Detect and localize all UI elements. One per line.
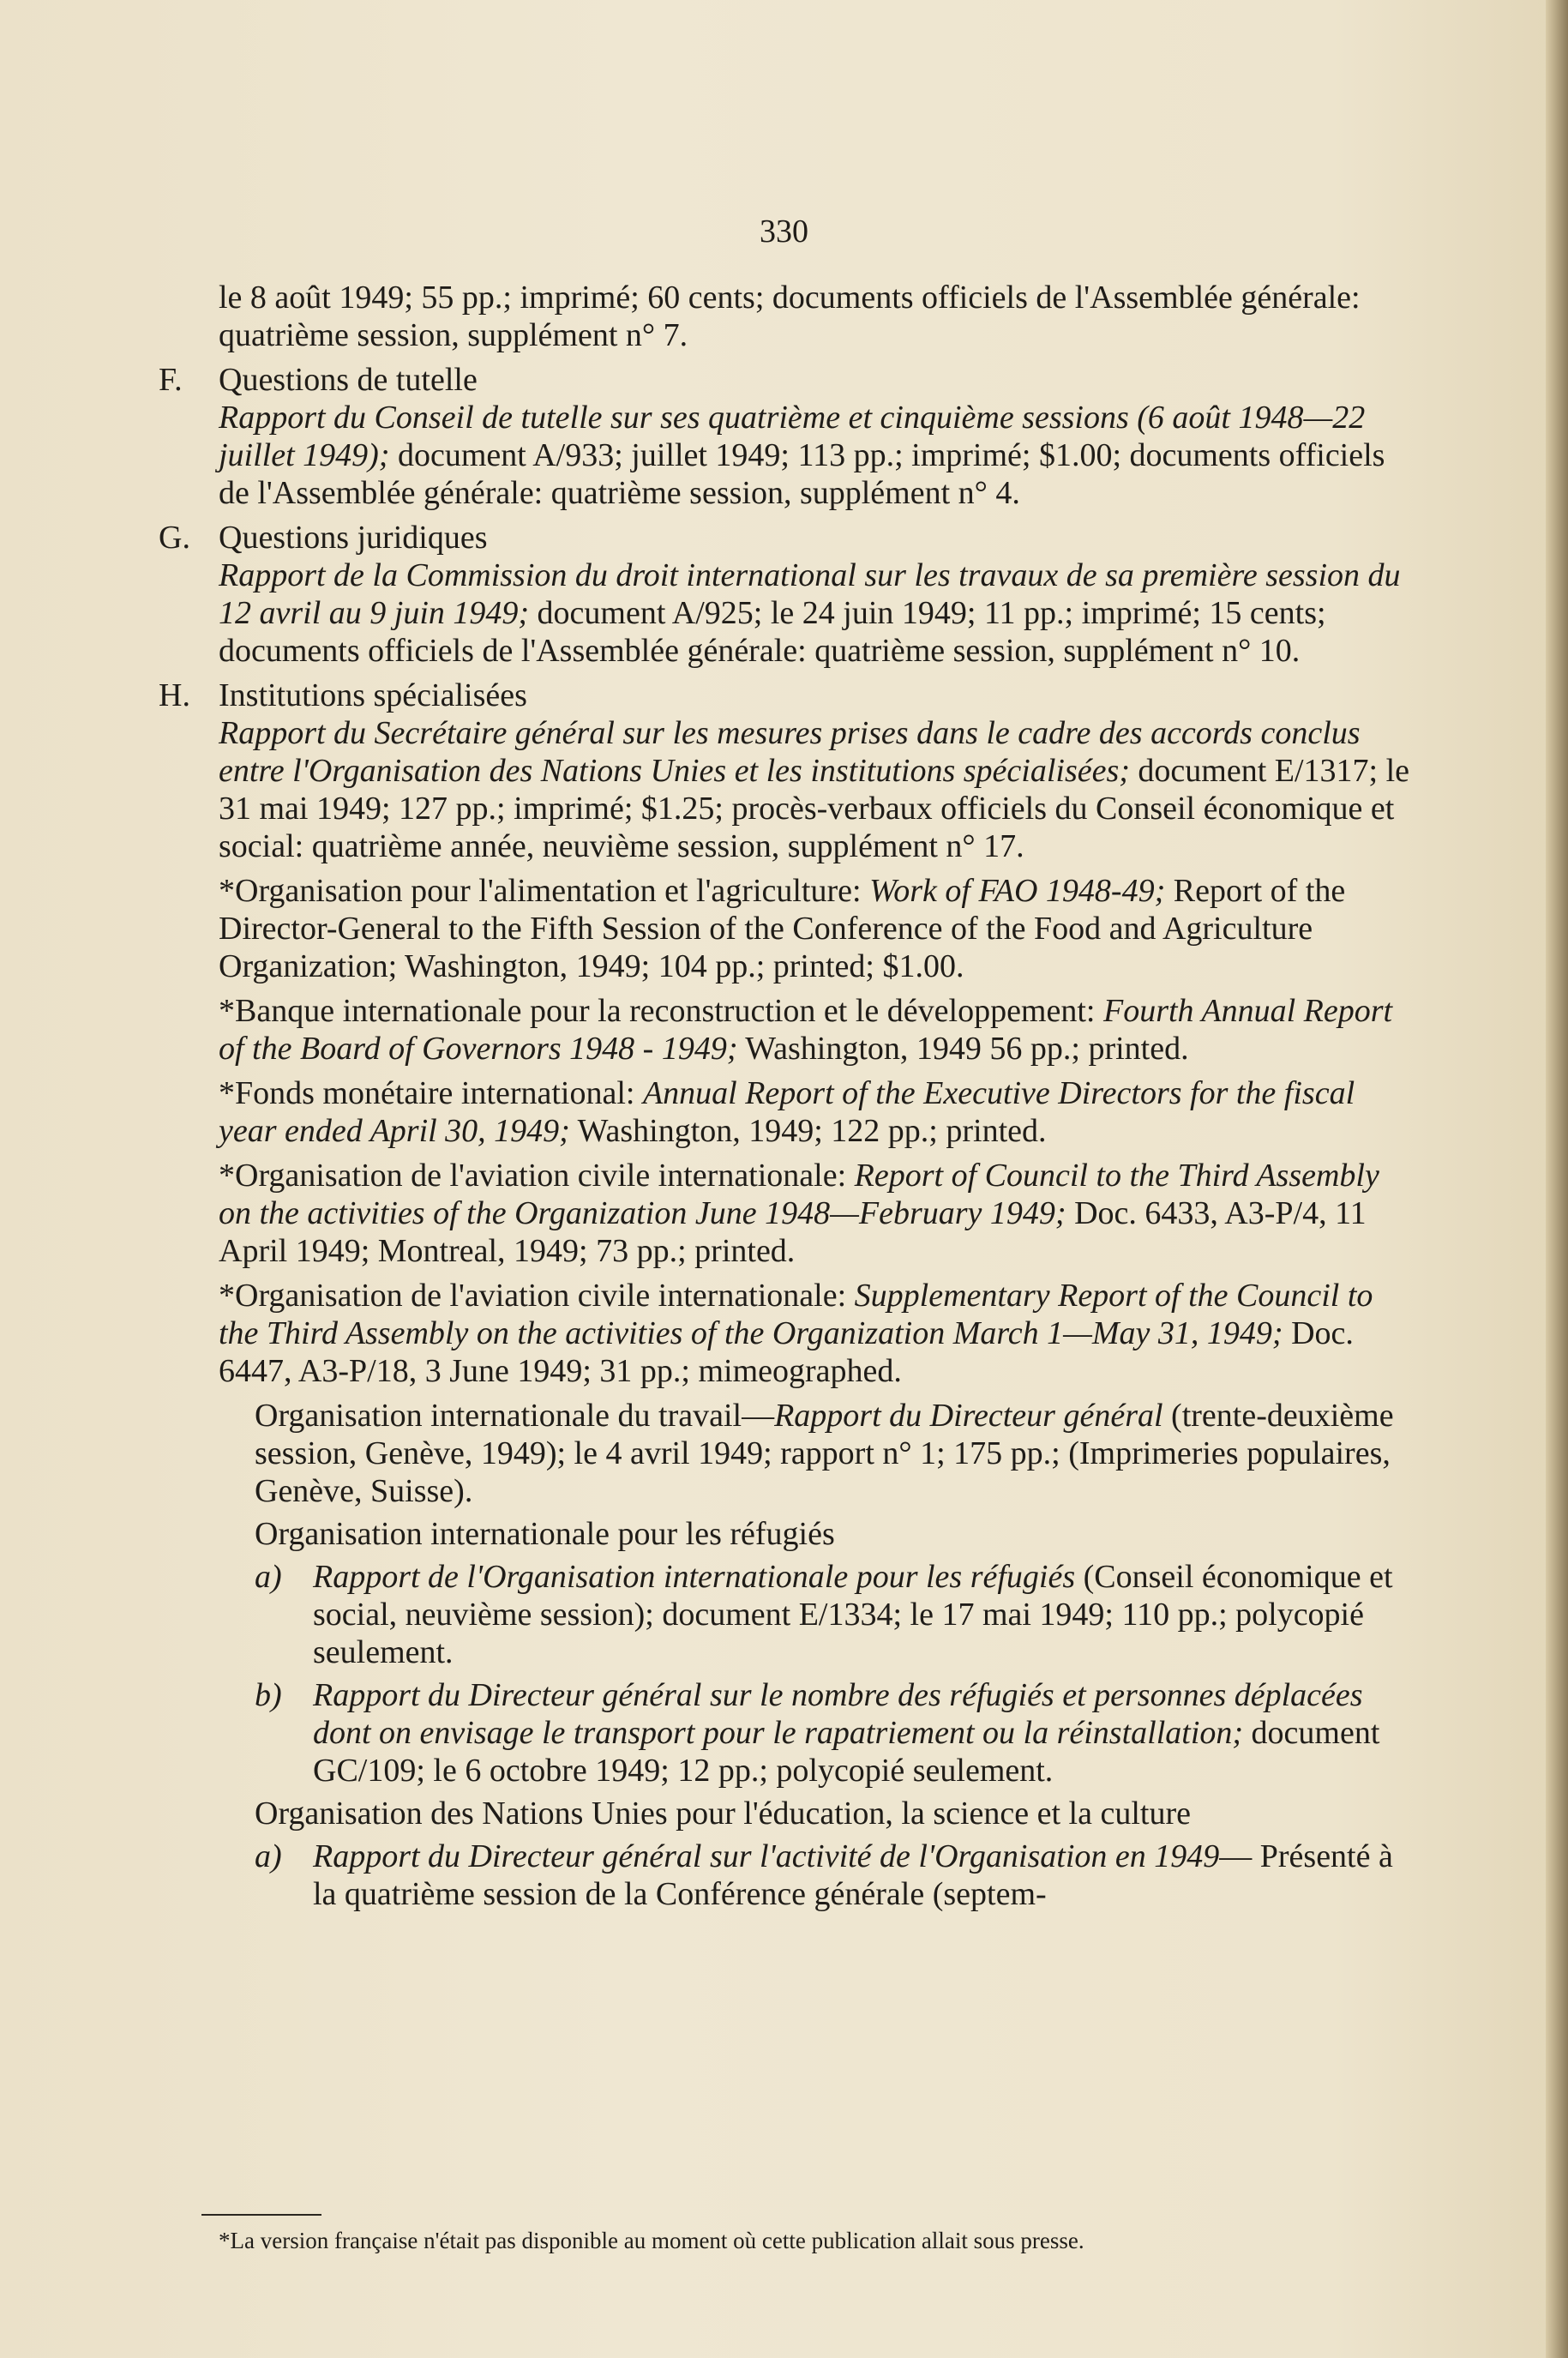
entry-title: Rapport de la Commission du droit international sur les travaux de sa première session du 12 avril au 9 juin 1949; <box>219 557 1401 631</box>
entry-details: Doc. 6447, A3-P/18, 3 June 1949; 31 pp.; mimeographed. <box>219 1315 1354 1389</box>
starred-entry-fao <box>219 872 1410 985</box>
oir-title: Organisation internationale pour les réfugiés <box>255 1516 835 1552</box>
section-title: Questions de tutelle <box>219 362 478 398</box>
entry-details: — Présenté à la quatrième session de la Conférence générale (septem- <box>313 1838 1393 1912</box>
entry-details: Washington, 1949 56 pp.; printed. <box>737 1031 1189 1067</box>
section-g <box>159 519 1410 670</box>
entry-org: *Banque internationale pour la reconstruction et le développement: <box>219 993 1103 1029</box>
entry-oit <box>219 1397 1410 1510</box>
oir-item-b <box>219 1676 1410 1790</box>
entry-details: Washington, 1949; 122 pp.; printed. <box>569 1113 1047 1149</box>
entry-org: *Fonds monétaire international: <box>219 1075 643 1111</box>
section-title: Questions juridiques <box>219 520 488 556</box>
starred-entry-bird <box>219 992 1410 1068</box>
entry-org: *Organisation de l'aviation civile internationale: <box>219 1278 855 1314</box>
entry-title: Rapport de l'Organisation internationale pour les réfugiés <box>313 1559 1076 1595</box>
section-f <box>159 361 1410 512</box>
section-letter: G. <box>159 520 190 556</box>
starred-entry-oaci-2 <box>219 1277 1410 1390</box>
continuation-paragraph: le 8 août 1949; 55 pp.; imprimé; 60 cents; documents officiels de l'Assemblée générale: quatrième session, supplément n° 7. <box>219 280 1361 353</box>
entry-title: Supplementary Report of the Council to the Third Assembly on the activities of the Organization March 1—May 31, 1949; <box>219 1278 1373 1351</box>
section-letter: H. <box>159 677 190 713</box>
item-letter: a) <box>255 1559 282 1595</box>
oir-item-a <box>219 1558 1410 1671</box>
unesco-title: Organisation des Nations Unies pour l'éducation, la science et la culture <box>255 1796 1191 1832</box>
entry-details: (trente-deuxième session, Genève, 1949); le 4 avril 1949; rapport n° 1; 175 pp.; (Imprimeries populaires, Genève, Suisse). <box>255 1398 1394 1509</box>
book-spine-shadow <box>1546 0 1568 2358</box>
entry-org: *Organisation pour l'alimentation et l'agriculture: <box>219 873 870 909</box>
item-letter: a) <box>255 1838 282 1874</box>
section-entry <box>219 399 1410 512</box>
entry-title: Rapport du Directeur général sur l'activité de l'Organisation en 1949 <box>313 1838 1220 1874</box>
page-number: 330 <box>760 214 808 250</box>
entry-title: Annual Report of the Executive Directors for the fiscal year ended April 30, 1949; <box>219 1075 1355 1149</box>
footnote-rule <box>201 2214 321 2216</box>
entry-details: document GC/109; le 6 octobre 1949; 12 pp.; polycopié seulement. <box>313 1715 1380 1789</box>
entry-details: document A/925; le 24 juin 1949; 11 pp.; imprimé; 15 cents; documents officiels de l'Assemblée générale: quatrième session, supplément n° 10. <box>219 595 1326 669</box>
section-title: Institutions spécialisées <box>219 677 527 713</box>
unesco-item-a <box>219 1838 1410 1913</box>
page-body <box>159 279 1410 1918</box>
entry-title: Work of FAO 1948-49; <box>869 873 1166 909</box>
section-letter: F. <box>159 362 183 398</box>
entry-org: *Organisation de l'aviation civile internationale: <box>219 1158 855 1194</box>
entry-details: Doc. 6433, A3-P/4, 11 April 1949; Montreal, 1949; 73 pp.; printed. <box>219 1195 1367 1269</box>
entry-title: Rapport du Secrétaire général sur les mesures prises dans le cadre des accords conclus entre l'Organisation des Nations Unies et les institutions spécialisées; <box>219 715 1361 789</box>
entry-title: Rapport du Directeur général <box>774 1398 1163 1434</box>
entry-details: document E/1317; le 31 mai 1949; 127 pp.; imprimé; $1.25; procès-verbaux officiels du Conseil économique et social: quatrième année, neuvième session, supplément n° 17. <box>219 753 1410 864</box>
entry-details: Report of the Director-General to the Fifth Session of the Conference of the Food and Agriculture Organization; Washington, 1949; 104 pp.; printed; $1.00. <box>219 873 1346 984</box>
entry-org: Organisation internationale du travail— <box>255 1398 775 1434</box>
entry-title: Report of Council to the Third Assembly on the activities of the Organization June 1948—February 1949; <box>219 1158 1379 1231</box>
entry-details: (Conseil économique et social, neuvième session); document E/1334; le 17 mai 1949; 110 pp.; polycopié seulement. <box>313 1559 1393 1670</box>
section-entry <box>219 556 1410 670</box>
entry-details: document A/933; juillet 1949; 113 pp.; imprimé; $1.00; documents officiels de l'Assemblée générale: quatrième session, supplément n° 4. <box>219 437 1385 511</box>
starred-entry-oaci-1 <box>219 1157 1410 1270</box>
starred-entry-fmi <box>219 1074 1410 1150</box>
footnote: *La version française n'était pas disponible au moment où cette publication allait sous presse. <box>219 2228 1084 2253</box>
entry-title: Fourth Annual Report of the Board of Governors 1948 - 1949; <box>219 993 1393 1067</box>
entry-title: Rapport du Directeur général sur le nombre des réfugiés et personnes déplacées dont on envisage le transport pour le rapatriement ou la réinstallation; <box>313 1677 1363 1751</box>
section-entry <box>219 714 1410 865</box>
item-letter: b) <box>255 1677 282 1713</box>
entry-title: Rapport du Conseil de tutelle sur ses quatrième et cinquième sessions (6 août 1948—22 juillet 1949); <box>219 400 1366 473</box>
section-h <box>159 677 1410 1913</box>
